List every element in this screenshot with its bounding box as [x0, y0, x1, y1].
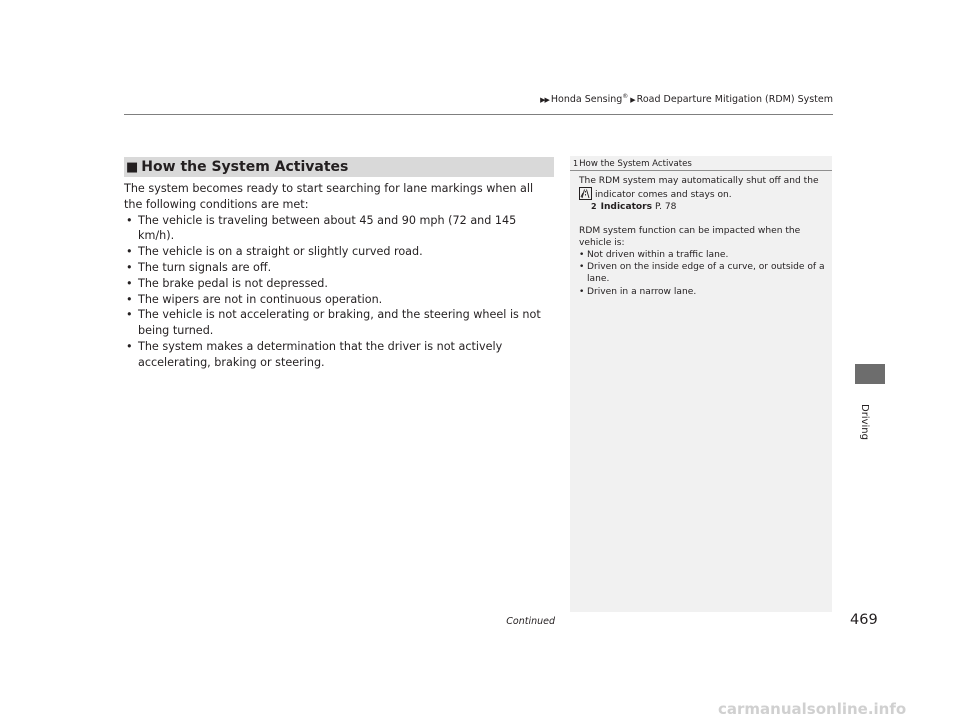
breadcrumb-arrow-icon: ▶▶: [540, 96, 549, 105]
reference-label[interactable]: Indicators: [600, 202, 653, 213]
registered-mark: ®: [622, 93, 629, 100]
impact-list: [579, 249, 827, 298]
note-1-text-after-icon: indicator comes and stays on.: [595, 190, 732, 201]
chapter-label-text: Driving: [859, 404, 870, 440]
list-item: • The brake pedal is not depressed.: [124, 276, 554, 292]
conditions-list: [124, 213, 554, 371]
header-divider: [124, 114, 833, 115]
list-item: • The wipers are not in continuous operation.: [124, 292, 554, 308]
list-item: • The vehicle is traveling between about 45 and 90 mph (72 and 145 km/h).: [124, 213, 554, 245]
list-item: • Not driven within a traffic lane.: [579, 249, 827, 261]
list-item: • Driven on the inside edge of a curve, or outside of a lane.: [579, 261, 827, 285]
section-heading-text: How the System Activates: [141, 159, 349, 175]
main-body: [124, 181, 554, 371]
sidebar-note-1: [579, 175, 827, 201]
breadcrumb: [527, 93, 833, 105]
list-item: • The vehicle is on a straight or slightly curved road.: [124, 244, 554, 260]
watermark: carmanualsonline.info: [718, 700, 907, 718]
breadcrumb-item-rdm-system[interactable]: Road Departure Mitigation (RDM) System: [636, 94, 833, 106]
sidebar-note-2: RDM system function can be impacted when the vehicle is:: [579, 225, 801, 248]
sidebar-divider: [570, 170, 832, 171]
breadcrumb-arrow-icon: ▶: [630, 96, 635, 105]
note-marker-icon: 1: [573, 159, 579, 168]
reference-page[interactable]: P. 78: [655, 202, 677, 213]
list-item: • The vehicle is not accelerating or braking, and the steering wheel is not being turned.: [124, 307, 554, 339]
list-item: • Driven in a narrow lane.: [579, 286, 827, 298]
reference-arrow-icon: 2: [591, 202, 597, 212]
cross-reference[interactable]: [579, 201, 827, 213]
note-1-text: The RDM system may automatically shut off and the: [579, 176, 819, 186]
chapter-tab: [855, 364, 885, 384]
rdm-indicator-icon: [579, 187, 592, 200]
sidebar-content: [579, 175, 827, 298]
page-number: 469: [850, 612, 878, 628]
list-item: • The system makes a determination that the driver is not actively accelerating, braking or steering.: [124, 339, 554, 371]
square-bullet-icon: ■: [126, 159, 139, 175]
sidebar-note-panel: [570, 156, 832, 612]
breadcrumb-item-honda-sensing[interactable]: Honda Sensing: [550, 94, 623, 106]
sidebar-title-text: How the System Activates: [579, 159, 692, 169]
continued-label: Continued: [506, 616, 555, 627]
list-item: • The turn signals are off.: [124, 260, 554, 276]
sidebar-title: [573, 159, 692, 169]
section-heading: [124, 157, 554, 177]
intro-paragraph: The system becomes ready to start searching for lane markings when all the following conditions are met:: [124, 182, 534, 211]
